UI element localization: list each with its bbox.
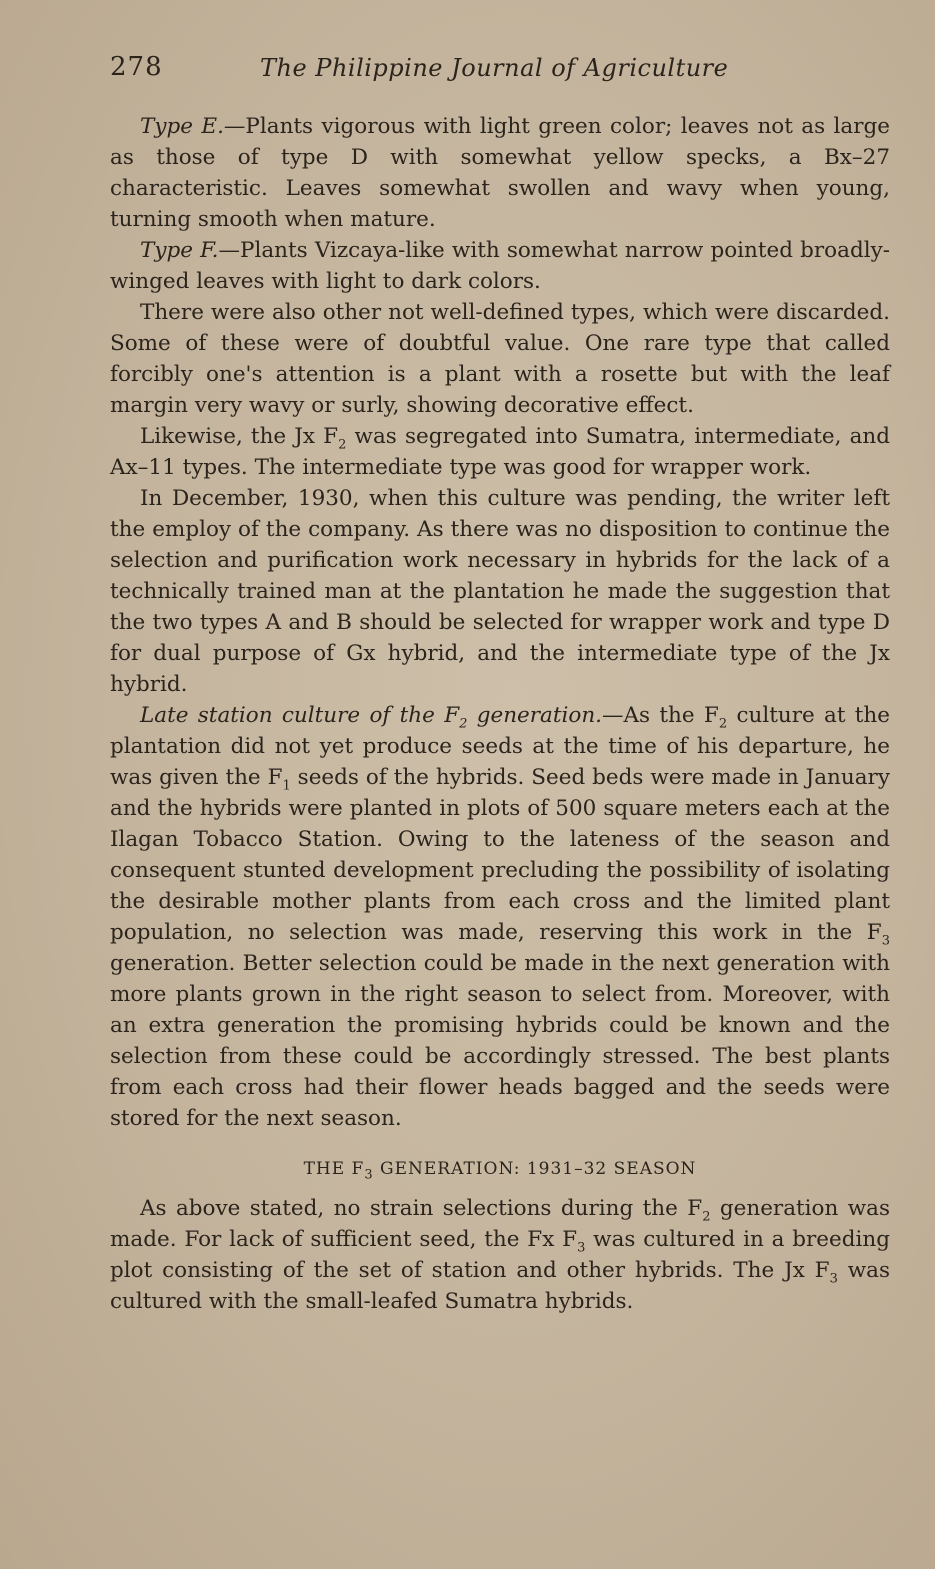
page-number: 278 <box>110 52 163 82</box>
paragraph-f3-generation <box>110 1193 890 1317</box>
paragraph-text: generation was made. For lack of sufficient seed, the Fx F <box>110 1196 890 1252</box>
label-text: generation. <box>467 703 603 728</box>
paragraph-type-f <box>110 235 890 297</box>
paragraph-text: —Plants Vizcaya-like with somewhat narrow pointed broadly-winged leaves with light to dark colors. <box>110 238 890 294</box>
subscript: 3 <box>364 1167 374 1183</box>
label-text: Late station culture of the F <box>140 703 460 728</box>
paragraph-december-1930 <box>110 483 890 700</box>
paragraph-text: was segregated into Sumatra, intermediate, and Ax–11 types. The intermediate type was good for wrapper work. <box>110 424 890 480</box>
running-head: The Philippine Journal of Agriculture <box>260 54 729 82</box>
paragraph-type-e <box>110 111 890 235</box>
subscript: 3 <box>577 1240 586 1256</box>
paragraph-label: Type F. <box>140 238 219 263</box>
subscript: 2 <box>338 437 347 453</box>
paragraph-text: was cultured in a breeding plot consisting of the set of station and other hybrids. The Jx F <box>110 1227 890 1283</box>
subscript: 2 <box>459 716 468 732</box>
paragraph-text: In December, 1930, when this culture was pending, the writer left the employ of the company. As there was no disposition to continue the selection and purification work necessary in hybrids for the lack of a technically trained man at the plantation he made the suggestion that the two types A and B should be selected for wrapper work and type D for dual purpose of Gx hybrid, and the intermediate type of the Jx hybrid. <box>110 486 890 697</box>
page-header <box>110 52 830 92</box>
heading-text: THE F <box>303 1159 365 1179</box>
paragraph-text: —Plants vigorous with light green color; leaves not as large as those of type D with somewhat yellow specks, a Bx–27 characteristic. Leaves somewhat swollen and wavy when young, turning smooth when mature. <box>110 114 890 232</box>
page-body <box>110 111 890 1317</box>
paragraph-text: There were also other not well-defined types, which were discarded. Some of these were of doubtful value. One rare type that called forcibly one's attention is a plant with a rosette but with the leaf margin very wavy or surly, showing decorative effect. <box>110 300 890 418</box>
subscript: 2 <box>718 716 728 732</box>
paragraph-text: generation. Better selection could be made in the next generation with more plants grown in the right season to select from. Moreover, with an extra generation the promising hybrids could be known and the selection from these could be accordingly stressed. The best plants from each cross had their flower heads bagged and the seeds were stored for the next season. <box>110 951 890 1131</box>
paragraph-text: As above stated, no strain selections during the F <box>140 1196 703 1221</box>
subscript: 1 <box>282 778 291 794</box>
subscript: 3 <box>881 933 890 949</box>
paragraph-jx-segregation <box>110 421 890 483</box>
section-heading <box>110 1154 890 1185</box>
heading-text: GENERATION: 1931–32 SEASON <box>373 1159 697 1179</box>
paragraph-text: was cultured with the small-leafed Sumatra hybrids. <box>110 1258 890 1314</box>
paragraph-label: Type E. <box>140 114 224 139</box>
paragraph-other-types <box>110 297 890 421</box>
paragraph-late-station-culture <box>110 700 890 1134</box>
subscript: 2 <box>702 1209 711 1225</box>
paragraph-text: culture at the plantation did not yet produce seeds at the time of his departure, he was given the F <box>110 703 890 790</box>
subscript: 3 <box>829 1271 838 1287</box>
paragraph-label <box>140 703 603 732</box>
paragraph-text: seeds of the hybrids. Seed beds were made in January and the hybrids were planted in plots of 500 square meters each at the Ilagan Tobacco Station. Owing to the lateness of the season and consequent stunted development precluding the possibility of isolating the desirable mother plants from each cross and the limited plant population, no selection was made, reserving this work in the F <box>110 765 890 945</box>
paragraph-text: Likewise, the Jx F <box>140 424 339 449</box>
paragraph-text: —As the F <box>602 703 719 728</box>
